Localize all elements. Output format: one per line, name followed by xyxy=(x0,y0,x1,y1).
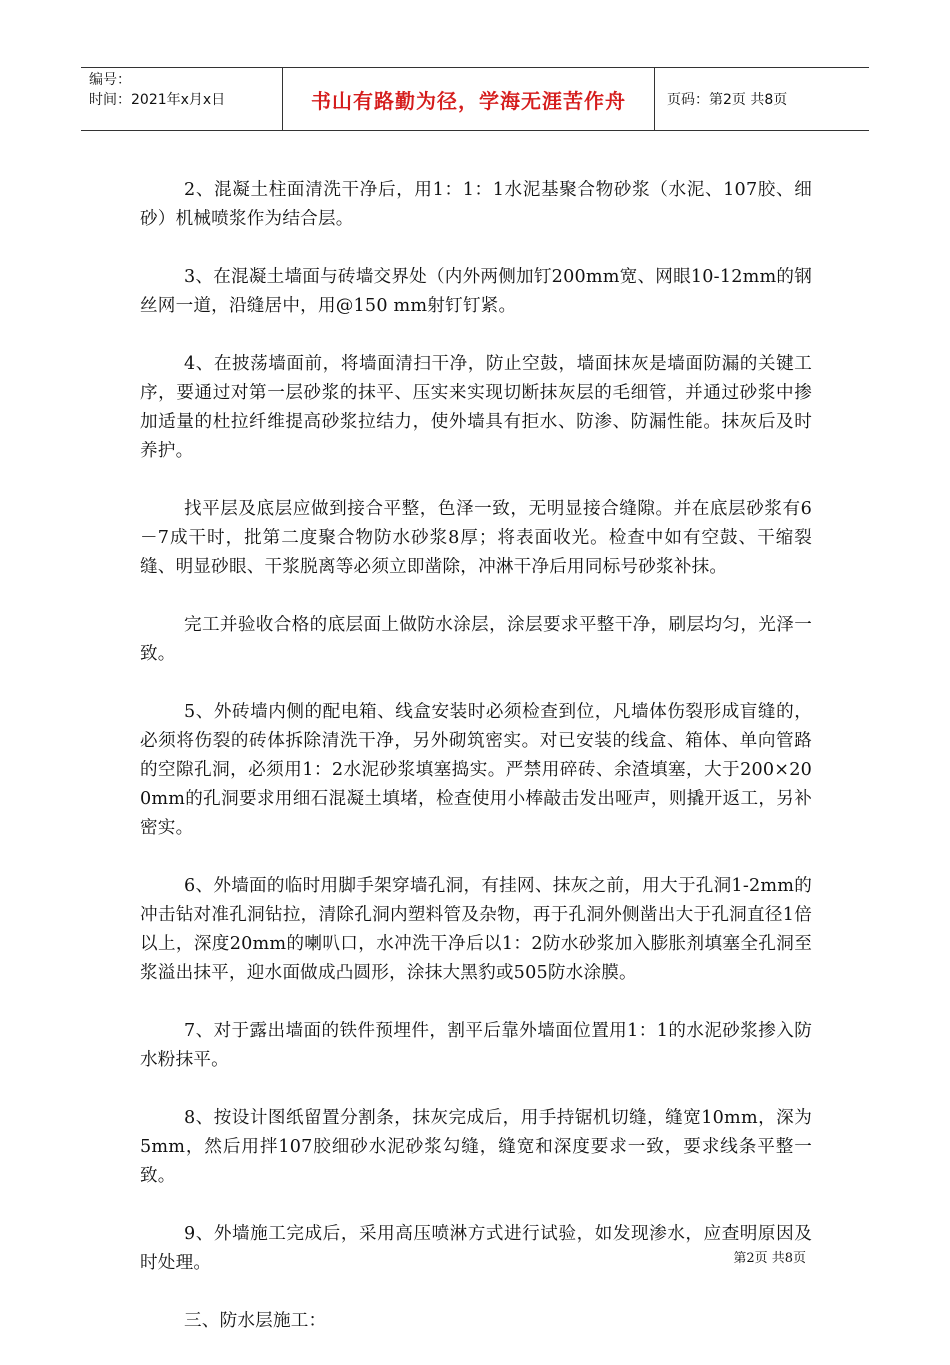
document-number-label: 编号： xyxy=(89,72,131,88)
header-page-number: 页码：第2页 共8页 xyxy=(667,92,788,108)
paragraph: 3、在混凝土墙面与砖墙交界处（内外两侧加钉200mm宽、网眼10-12mm的钢丝网一道，沿缝居中，用@150 mm射钉钉紧。 xyxy=(140,267,812,316)
paragraph: 8、按设计图纸留置分割条，抹灰完成后，用手持锯机切缝，缝宽10mm，深为5mm，然后用拌107胶细砂水泥砂浆勾缝，缝宽和深度要求一致，要求线条平整一致。 xyxy=(140,1108,812,1186)
header-motto: 书山有路勤为径，学海无涯苦作舟 xyxy=(283,68,655,130)
paragraph: 5、外砖墙内侧的配电箱、线盒安装时必须检查到位，凡墙体伤裂形成盲缝的，必须将伤裂的砖体拆除清洗干净，另外砌筑密实。对已安装的线盒、箱体、单向管路的空隙孔洞，必须用1：2水泥砂浆填塞捣实。严禁用碎砖、余渣填塞，大于200×200mm的孔洞要求用细石混凝土填堵，检查使用小棒敲击发出哑声，则撬开返工，另补密实。 xyxy=(140,702,812,838)
header-meta xyxy=(81,68,283,130)
paragraph: 2、混凝土柱面清洗干净后，用1：1：1水泥基聚合物砂浆（水泥、107胶、细砂）机械喷浆作为结合层。 xyxy=(140,180,812,229)
paragraph: 完工并验收合格的底层面上做防水涂层，涂层要求平整干净，刷层均匀，光泽一致。 xyxy=(140,615,812,664)
document-time-label: 时间：2021年x月x日 xyxy=(89,92,226,108)
paragraph: 4、在披荡墙面前，将墙面清扫干净，防止空鼓，墙面抹灰是墙面防漏的关键工序，要通过对第一层砂浆的抹平、压实来实现切断抹灰层的毛细管，并通过砂浆中掺加适量的杜拉纤维提高砂浆拉结力，使外墙具有拒水、防渗、防漏性能。抹灰后及时养护。 xyxy=(140,354,812,461)
paragraph: 找平层及底层应做到接合平整，色泽一致，无明显接合缝隙。并在底层砂浆有6－7成干时，批第二度聚合物防水砂浆8厚；将表面收光。检查中如有空鼓、干缩裂缝、明显砂眼、干浆脱离等必须立即凿除，冲淋干净后用同标号砂浆补抹。 xyxy=(140,499,812,577)
section-heading: 三、防水层施工： xyxy=(184,1311,327,1331)
document-body xyxy=(140,176,812,1365)
paragraph: 7、对于露出墙面的铁件预埋件，割平后靠外墙面位置用1：1的水泥砂浆掺入防水粉抹平。 xyxy=(140,1021,812,1070)
paragraph: 6、外墙面的临时用脚手架穿墙孔洞，有挂网、抹灰之前，用大于孔洞1-2mm的冲击钻对准孔洞钻拉，清除孔洞内塑料管及杂物，再于孔洞外侧凿出大于孔洞直径1倍以上，深度20mm的喇叭口，水冲洗干净后以1：2防水砂浆加入膨胀剂填塞全孔洞至浆溢出抹平，迎水面做成凸圆形，涂抹大黑豹或505防水涂膜。 xyxy=(140,876,812,983)
page-header xyxy=(81,67,869,131)
page-footer: 第2页 共8页 xyxy=(733,1251,806,1266)
paragraph: 9、外墙施工完成后，采用高压喷淋方式进行试验，如发现渗水，应查明原因及时处理。 xyxy=(140,1224,812,1273)
